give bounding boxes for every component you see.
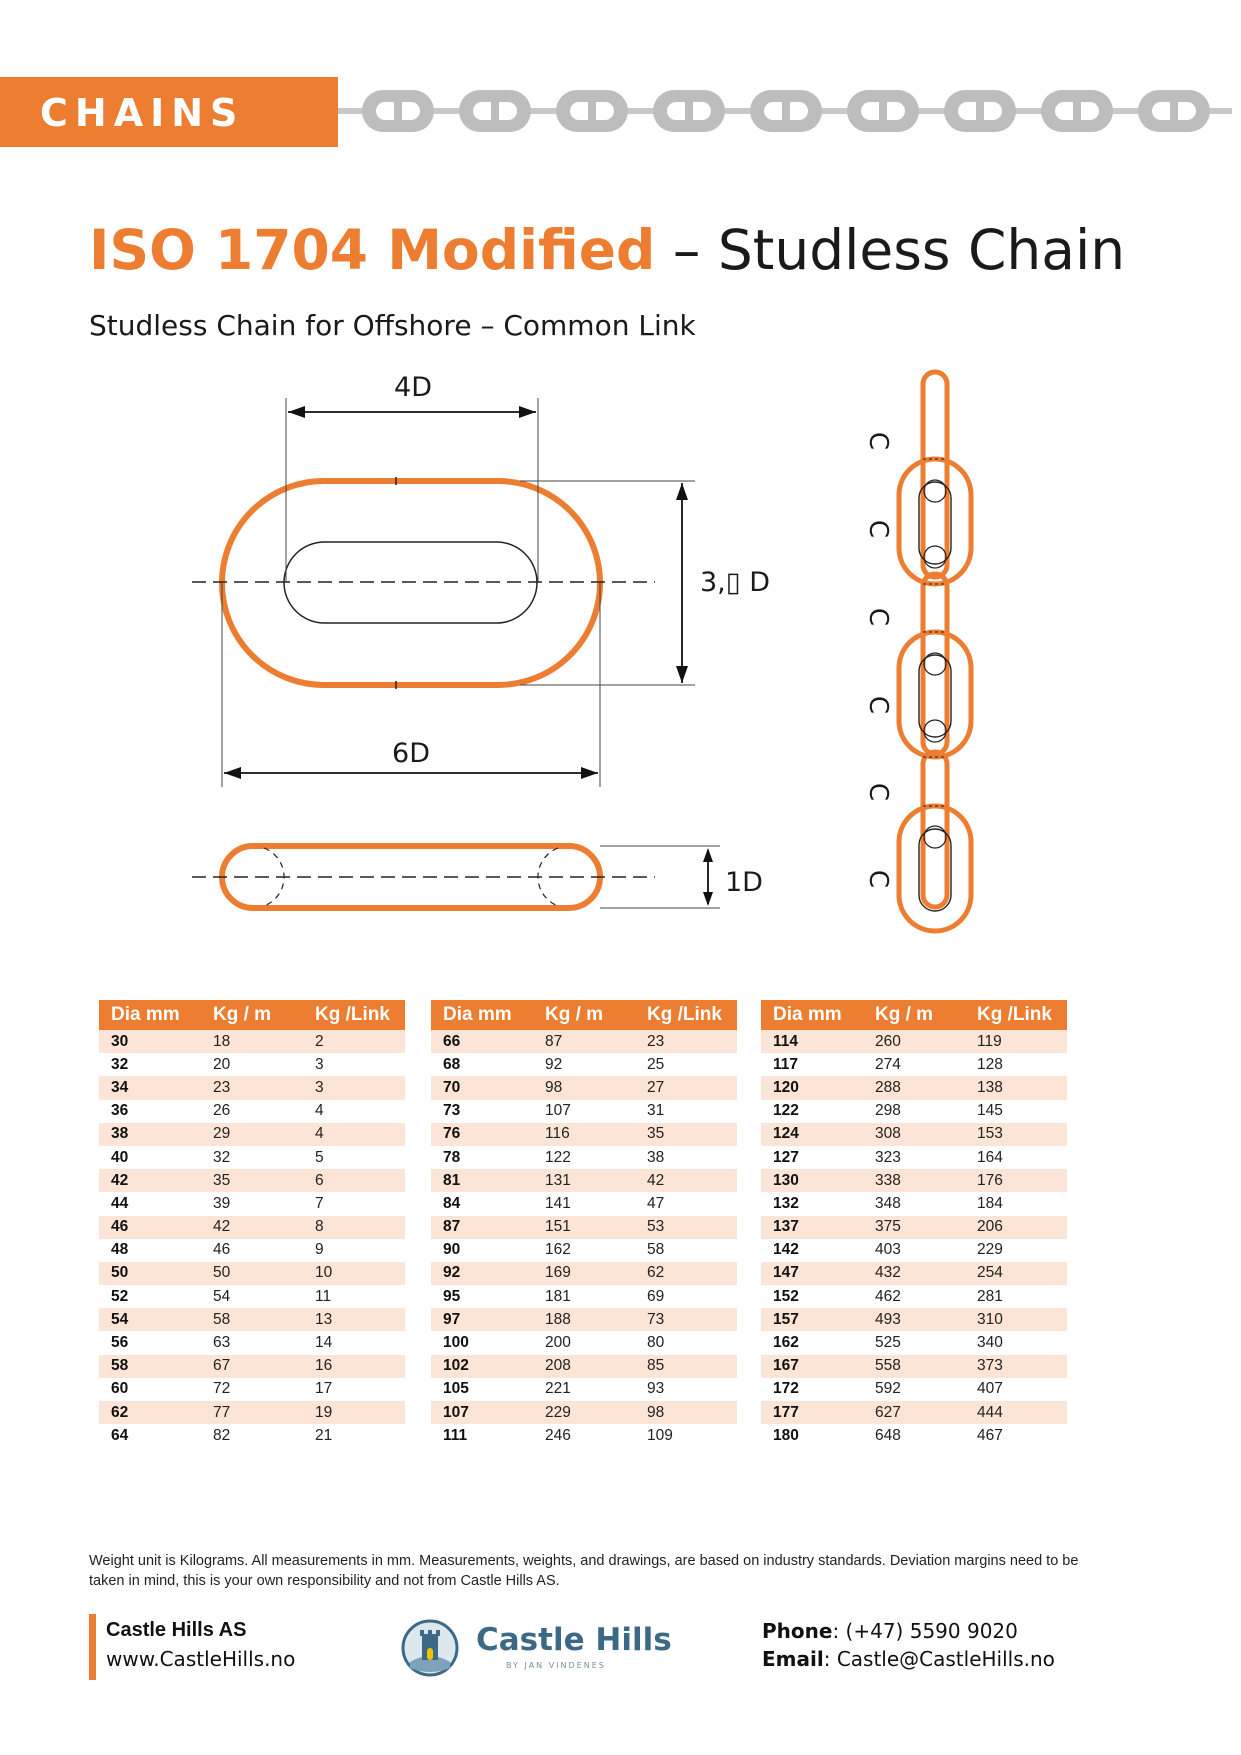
table-row	[761, 1100, 1067, 1123]
table-cell: 4	[315, 1102, 324, 1120]
table-cell: 122	[773, 1102, 799, 1120]
table-cell: 50	[99, 1262, 201, 1285]
table-cell: 373	[965, 1355, 1067, 1378]
table-cell: 78	[443, 1148, 461, 1166]
table-cell: 52	[111, 1287, 129, 1305]
table-cell: 157	[761, 1308, 863, 1331]
chain-strip-link	[653, 90, 725, 132]
table-row	[761, 1401, 1067, 1424]
column-header: Kg /Link	[635, 1000, 737, 1030]
table-cell: 29	[201, 1123, 303, 1146]
table-cell: 26	[213, 1102, 231, 1120]
table-cell: 58	[647, 1241, 665, 1259]
title-highlight: ISO 1704 Modified	[89, 218, 656, 282]
table-cell: 77	[201, 1401, 303, 1424]
table-cell: 3	[303, 1076, 405, 1099]
chain-strip-link	[459, 90, 531, 132]
table-row	[431, 1076, 737, 1099]
table-row	[761, 1146, 1067, 1169]
table-row	[761, 1123, 1067, 1146]
table-cell: 131	[533, 1169, 635, 1192]
table-row	[99, 1401, 405, 1424]
table-cell: 93	[647, 1380, 665, 1398]
table-row	[761, 1169, 1067, 1192]
table-cell: 208	[533, 1355, 635, 1378]
table-cell: 117	[773, 1055, 799, 1073]
table-cell: 11	[315, 1287, 332, 1305]
table-cell: 54	[213, 1287, 231, 1305]
table-cell: 31	[647, 1102, 665, 1120]
table-row	[761, 1053, 1067, 1076]
table-row	[431, 1169, 737, 1192]
chain-link-1	[899, 459, 971, 584]
table-cell: 151	[533, 1216, 635, 1239]
table-row	[99, 1331, 405, 1354]
table-row	[99, 1308, 405, 1331]
table-row	[99, 1076, 405, 1099]
table-cell: 46	[99, 1216, 201, 1239]
table-cell: 68	[443, 1055, 461, 1073]
table-cell: 164	[977, 1148, 1003, 1166]
table-cell: 58	[201, 1308, 303, 1331]
table-cell: 5	[315, 1148, 324, 1166]
table-cell: 229	[977, 1241, 1003, 1259]
page-subtitle: Studless Chain for Offshore – Common Link	[89, 309, 696, 342]
table-row	[431, 1262, 737, 1285]
table-cell: 32	[111, 1055, 129, 1073]
column-header: Kg / m	[533, 1000, 635, 1030]
table-cell: 87	[431, 1216, 533, 1239]
table-cell: 138	[965, 1076, 1067, 1099]
table-header-row	[761, 1000, 1067, 1030]
table-cell: 30	[99, 1030, 201, 1053]
table-cell: 180	[773, 1426, 799, 1444]
table-cell: 308	[863, 1123, 965, 1146]
table-cell: 206	[965, 1216, 1067, 1239]
dim-6d-label: 6D	[392, 738, 430, 769]
table-cell: 176	[965, 1169, 1067, 1192]
table-row	[761, 1030, 1067, 1053]
table-row	[431, 1053, 737, 1076]
logo-name: Castle Hills	[476, 1622, 672, 1658]
table-cell: 147	[761, 1262, 863, 1285]
table-cell: 4	[303, 1123, 405, 1146]
table-cell: 98	[533, 1076, 635, 1099]
table-cell: 46	[213, 1241, 231, 1259]
table-row	[99, 1239, 405, 1262]
table-cell: 38	[647, 1148, 665, 1166]
table-row	[431, 1401, 737, 1424]
table-cell: 107	[431, 1401, 533, 1424]
table-row	[431, 1192, 737, 1215]
footer-accent-bar	[89, 1614, 96, 1680]
table-cell: 348	[875, 1194, 901, 1212]
table-cell: 493	[863, 1308, 965, 1331]
table-cell: 36	[111, 1102, 129, 1120]
table-cell: 40	[111, 1148, 129, 1166]
table-cell: 119	[965, 1030, 1067, 1053]
chain-strip-link	[750, 90, 822, 132]
table-cell: 81	[431, 1169, 533, 1192]
dim-4d-label: 4D	[394, 372, 432, 403]
table-cell: 444	[965, 1401, 1067, 1424]
table-cell: 54	[99, 1308, 201, 1331]
table-cell: 98	[635, 1401, 737, 1424]
table-row	[99, 1169, 405, 1192]
table-cell: 114	[761, 1030, 863, 1053]
table-header-row	[99, 1000, 405, 1030]
table-cell: 56	[111, 1334, 129, 1352]
table-row	[761, 1331, 1067, 1354]
table-cell: 19	[303, 1401, 405, 1424]
banner-label: CHAINS	[40, 91, 245, 135]
table-cell: 128	[977, 1055, 1003, 1073]
table-row	[761, 1076, 1067, 1099]
table-cell: 141	[545, 1194, 571, 1212]
chain-label-c: C	[863, 519, 893, 539]
table-cell: 137	[761, 1216, 863, 1239]
table-cell: 66	[431, 1030, 533, 1053]
table-cell: 281	[977, 1287, 1003, 1305]
table-cell: 25	[647, 1055, 665, 1073]
chain-strip-link	[362, 90, 434, 132]
table-cell: 67	[201, 1355, 303, 1378]
table-cell: 21	[315, 1426, 333, 1444]
chain-label-c: C	[863, 431, 893, 451]
table-cell: 35	[635, 1123, 737, 1146]
table-cell: 132	[773, 1194, 799, 1212]
table-row	[431, 1123, 737, 1146]
table-cell: 648	[875, 1426, 901, 1444]
chain-label-c: C	[863, 695, 893, 715]
table-cell: 63	[213, 1334, 231, 1352]
table-cell: 62	[99, 1401, 201, 1424]
chain-strip-link	[1138, 90, 1210, 132]
phone-line	[762, 1619, 1018, 1643]
table-cell: 8	[303, 1216, 405, 1239]
table-cell: 53	[635, 1216, 737, 1239]
table-cell: 58	[99, 1355, 201, 1378]
table-row	[99, 1285, 405, 1308]
title-dash: –	[672, 218, 701, 282]
chain-strip-link	[1041, 90, 1113, 132]
table-cell: 80	[647, 1334, 665, 1352]
table-cell: 72	[213, 1380, 231, 1398]
table-cell: 92	[431, 1262, 533, 1285]
table-cell: 181	[545, 1287, 571, 1305]
table-cell: 169	[533, 1262, 635, 1285]
table-cell: 467	[977, 1426, 1003, 1444]
table-row	[99, 1053, 405, 1076]
table-cell: 145	[977, 1102, 1003, 1120]
table-cell: 229	[533, 1401, 635, 1424]
column-header: Kg /Link	[303, 1000, 405, 1030]
table-cell: 6	[303, 1169, 405, 1192]
table-cell: 525	[875, 1334, 901, 1352]
table-cell: 246	[545, 1426, 571, 1444]
table-cell: 20	[213, 1055, 231, 1073]
table-row	[99, 1100, 405, 1123]
table-cell: 23	[635, 1030, 737, 1053]
chain-label-c: C	[863, 607, 893, 627]
table-cell: 340	[977, 1334, 1003, 1352]
header-banner	[0, 77, 338, 147]
table-cell: 288	[863, 1076, 965, 1099]
column-header: Dia mm	[431, 1000, 533, 1030]
table-cell: 84	[443, 1194, 461, 1212]
company-website-link[interactable]: www.CastleHills.no	[106, 1647, 296, 1671]
table-cell: 127	[773, 1148, 799, 1166]
table-cell: 70	[431, 1076, 533, 1099]
table-row	[431, 1285, 737, 1308]
table-row	[431, 1355, 737, 1378]
table-cell: 130	[761, 1169, 863, 1192]
chain-label-c: C	[863, 782, 893, 802]
dim-1d-label: 1D	[725, 867, 763, 898]
disclaimer-note: Weight unit is Kilograms. All measurements in mm. Measurements, weights, and drawings, are based on industry standards. Deviation margins need to be taken in mind, this is your own responsibility and not from Castle Hills AS.	[89, 1553, 1079, 1589]
table-cell: 188	[533, 1308, 635, 1331]
table-row	[761, 1192, 1067, 1215]
column-header: Kg /Link	[965, 1000, 1067, 1030]
table-row	[99, 1378, 405, 1401]
table-cell: 76	[431, 1123, 533, 1146]
chain-link-flat-2	[923, 574, 947, 754]
table-cell: 3	[315, 1055, 324, 1073]
table-row	[99, 1123, 405, 1146]
table-cell: 69	[647, 1287, 665, 1305]
email-label: Email	[762, 1647, 824, 1671]
table-cell: 403	[875, 1241, 901, 1259]
table-header-row	[431, 1000, 737, 1030]
table-row	[99, 1216, 405, 1239]
table-cell: 162	[545, 1241, 571, 1259]
table-row	[761, 1308, 1067, 1331]
logo-subtitle: BY JAN VINDENES	[506, 1661, 606, 1670]
chain-strip-link	[556, 90, 628, 132]
table-cell: 221	[545, 1380, 571, 1398]
table-cell: 260	[863, 1030, 965, 1053]
table-cell: 95	[443, 1287, 461, 1305]
table-cell: 184	[977, 1194, 1003, 1212]
column-header: Kg / m	[201, 1000, 303, 1030]
table-row	[99, 1262, 405, 1285]
link-outer-outline	[222, 481, 600, 685]
table-cell: 172	[773, 1380, 799, 1398]
table-cell: 105	[443, 1380, 469, 1398]
dim-height-label: 3,▯ D	[700, 567, 770, 598]
table-cell: 13	[303, 1308, 405, 1331]
table-row	[761, 1424, 1067, 1447]
table-cell: 82	[213, 1426, 231, 1444]
table-cell: 85	[635, 1355, 737, 1378]
table-cell: 298	[875, 1102, 901, 1120]
table-cell: 116	[533, 1123, 635, 1146]
chain-link-2	[899, 632, 971, 757]
table-row	[431, 1239, 737, 1262]
chain-link-3	[899, 806, 971, 931]
table-cell: 100	[443, 1334, 469, 1352]
table-cell: 102	[431, 1355, 533, 1378]
table-cell: 407	[977, 1380, 1003, 1398]
table-cell: 50	[201, 1262, 303, 1285]
table-cell: 90	[443, 1241, 461, 1259]
table-cell: 62	[635, 1262, 737, 1285]
table-cell: 2	[303, 1030, 405, 1053]
table-cell: 38	[99, 1123, 201, 1146]
column-header: Dia mm	[761, 1000, 863, 1030]
table-cell: 109	[647, 1426, 673, 1444]
table-cell: 92	[545, 1055, 563, 1073]
title-rest: Studless Chain	[717, 218, 1126, 282]
table-cell: 42	[635, 1169, 737, 1192]
chain-strip-graphic	[338, 80, 1238, 142]
table-cell: 142	[773, 1241, 799, 1259]
table-cell: 39	[213, 1194, 231, 1212]
table-cell: 48	[111, 1241, 129, 1259]
phone-number[interactable]: : (+47) 5590 9020	[832, 1619, 1018, 1643]
table-cell: 592	[875, 1380, 901, 1398]
table-row	[99, 1146, 405, 1169]
table-cell: 274	[875, 1055, 901, 1073]
table-row	[99, 1355, 405, 1378]
table-row	[99, 1192, 405, 1215]
table-cell: 167	[761, 1355, 863, 1378]
table-cell: 627	[863, 1401, 965, 1424]
table-cell: 64	[111, 1426, 129, 1444]
table-cell: 10	[303, 1262, 405, 1285]
table-cell: 432	[863, 1262, 965, 1285]
table-row	[431, 1378, 737, 1401]
table-cell: 162	[773, 1334, 799, 1352]
weight-table-2	[431, 1000, 737, 1447]
chain-strip-link	[847, 90, 919, 132]
table-cell: 27	[635, 1076, 737, 1099]
table-cell: 122	[545, 1148, 571, 1166]
table-cell: 124	[761, 1123, 863, 1146]
table-row	[99, 1424, 405, 1447]
table-cell: 42	[99, 1169, 201, 1192]
table-row	[431, 1100, 737, 1123]
table-cell: 97	[431, 1308, 533, 1331]
phone-label: Phone	[762, 1619, 833, 1643]
table-cell: 153	[965, 1123, 1067, 1146]
table-cell: 44	[111, 1194, 129, 1212]
table-cell: 34	[99, 1076, 201, 1099]
table-row	[431, 1308, 737, 1331]
table-row	[761, 1355, 1067, 1378]
page-title	[89, 218, 1125, 282]
column-header: Dia mm	[99, 1000, 201, 1030]
table-cell: 462	[875, 1287, 901, 1305]
company-name: Castle Hills AS	[106, 1619, 247, 1641]
table-row	[761, 1239, 1067, 1262]
table-cell: 14	[315, 1334, 333, 1352]
table-cell: 200	[545, 1334, 571, 1352]
column-header: Kg / m	[863, 1000, 965, 1030]
table-row	[431, 1424, 737, 1447]
table-cell: 177	[761, 1401, 863, 1424]
table-row	[431, 1331, 737, 1354]
castle-logo-icon	[400, 1618, 460, 1678]
table-row	[761, 1285, 1067, 1308]
table-cell: 47	[647, 1194, 665, 1212]
table-cell: 17	[315, 1380, 333, 1398]
table-cell: 107	[545, 1102, 571, 1120]
table-row	[761, 1378, 1067, 1401]
table-row	[431, 1146, 737, 1169]
table-row	[761, 1262, 1067, 1285]
table-cell: 558	[863, 1355, 965, 1378]
table-cell: 73	[443, 1102, 461, 1120]
table-cell: 73	[635, 1308, 737, 1331]
table-cell: 323	[875, 1148, 901, 1166]
table-cell: 7	[315, 1194, 324, 1212]
weight-table-1	[99, 1000, 405, 1447]
table-cell: 18	[201, 1030, 303, 1053]
table-cell: 42	[201, 1216, 303, 1239]
table-cell: 87	[533, 1030, 635, 1053]
table-cell: 35	[201, 1169, 303, 1192]
table-row	[99, 1030, 405, 1053]
table-cell: 23	[201, 1076, 303, 1099]
table-cell: 310	[965, 1308, 1067, 1331]
table-cell: 9	[315, 1241, 324, 1259]
table-cell: 375	[863, 1216, 965, 1239]
table-cell: 338	[863, 1169, 965, 1192]
chain-strip-link	[944, 90, 1016, 132]
table-cell: 254	[965, 1262, 1067, 1285]
chain-label-c: C	[863, 869, 893, 889]
table-cell: 120	[761, 1076, 863, 1099]
weight-table-3	[761, 1000, 1067, 1447]
table-cell: 152	[773, 1287, 799, 1305]
table-cell: 32	[213, 1148, 231, 1166]
table-row	[761, 1216, 1067, 1239]
table-cell: 111	[443, 1426, 468, 1444]
chain-link-diagram	[0, 360, 1241, 940]
table-cell: 60	[111, 1380, 129, 1398]
table-row	[431, 1030, 737, 1053]
table-cell: 16	[303, 1355, 405, 1378]
email-address[interactable]: : Castle@CastleHills.no	[823, 1647, 1055, 1671]
table-row	[431, 1216, 737, 1239]
email-line	[762, 1647, 1055, 1671]
